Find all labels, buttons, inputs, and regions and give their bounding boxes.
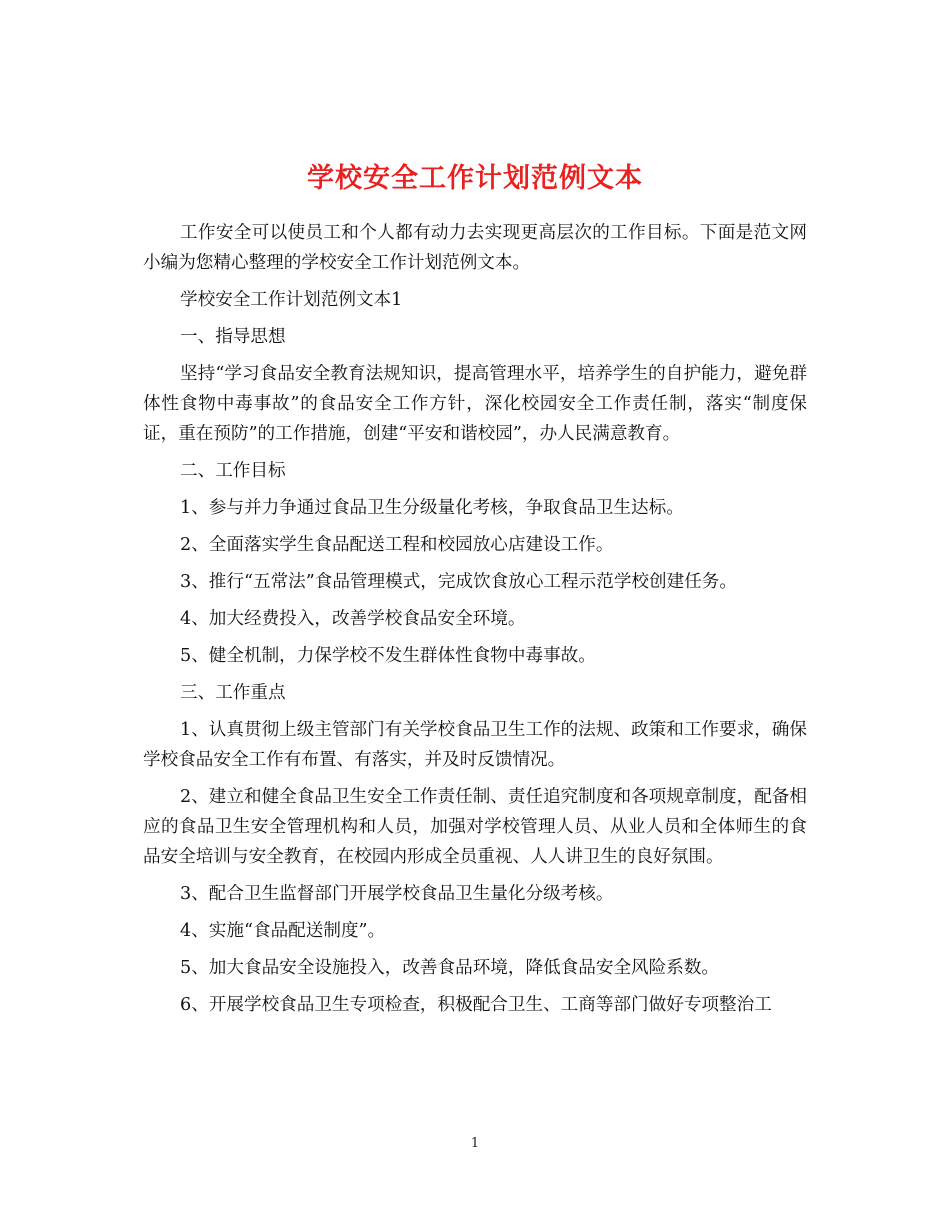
paragraph-intro: 工作安全可以使员工和个人都有动力去实现更高层次的工作目标。下面是范文网小编为您精心整理的学校安全工作计划范例文本。: [143, 223, 807, 273]
page-title: 学校安全工作计划范例文本: [307, 163, 643, 195]
list-item-goal-1: 1、参与并力争通过食品卫生分级量化考核，争取食品卫生达标。: [180, 498, 684, 518]
list-item-goal-4: 4、加大经费投入，改善学校食品安全环境。: [180, 609, 526, 629]
list-item-focus-1: 1、认真贯彻上级主管部门有关学校食品卫生工作的法规、政策和工作要求，确保学校食品安全工作有布置、有落实，并及时反馈情况。: [143, 720, 807, 770]
list-item-goal-3: 3、推行“五常法”食品管理模式，完成饮食放心工程示范学校创建任务。: [180, 572, 737, 592]
list-item-focus-2: 2、建立和健全食品卫生安全工作责任制、责任追究制度和各项规章制度，配备相应的食品卫生安全管理机构和人员，加强对学校管理人员、从业人员和全体师生的食品安全培训与安全教育，在校园内形成全员重视、人人讲卫生的良好氛围。: [143, 787, 807, 867]
list-item-focus-4: 4、实施“食品配送制度”。: [180, 921, 386, 941]
section-heading-guiding-thought: 一、指导思想: [180, 327, 286, 347]
list-item-focus-6: 6、开展学校食品卫生专项检查，积极配合卫生、工商等部门做好专项整治工: [180, 995, 772, 1015]
list-item-focus-5: 5、加大食品安全设施投入，改善食品环境，降低食品安全风险系数。: [180, 958, 720, 978]
paragraph-guiding-thought: 坚持“学习食品安全教育法规知识，提高管理水平，培养学生的自护能力，避免群体性食物中毒事故”的食品安全工作方针，深化校园安全工作责任制，落实“制度保证，重在预防”的工作措施，创建“平安和谐校园”，办人民满意教育。: [143, 364, 807, 444]
page-number: 1: [470, 1136, 480, 1151]
document-body: [143, 218, 807, 1027]
section-heading-sample-1: 学校安全工作计划范例文本1: [180, 290, 403, 310]
section-heading-work-focus: 三、工作重点: [180, 683, 286, 703]
list-item-goal-5: 5、健全机制，力保学校不发生群体性食物中毒事故。: [180, 646, 596, 666]
list-item-goal-2: 2、全面落实学生食品配送工程和校园放心店建设工作。: [180, 535, 614, 555]
list-item-focus-3: 3、配合卫生监督部门开展学校食品卫生量化分级考核。: [180, 884, 614, 904]
section-heading-work-goals: 二、工作目标: [180, 461, 286, 481]
